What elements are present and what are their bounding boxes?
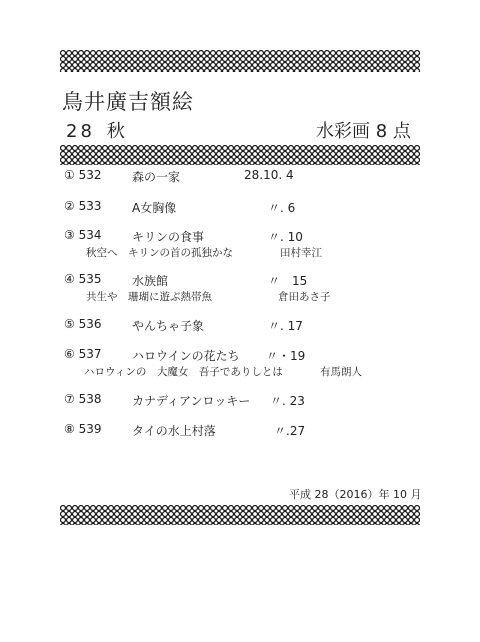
entry-date: 〃. 23 bbox=[270, 394, 305, 408]
haiku-author: 有馬朗人 bbox=[320, 366, 362, 378]
entry-name: やんちゃ子象 bbox=[132, 319, 205, 333]
decorative-band-middle bbox=[60, 145, 420, 165]
entry-index: ⑧ 539 bbox=[64, 422, 102, 436]
volume-number: 28 bbox=[66, 121, 95, 142]
entry-index: ④ 535 bbox=[64, 272, 102, 286]
footer-date: 平成 28（2016）年 10 月 bbox=[289, 488, 422, 501]
entry-date: 〃.27 bbox=[274, 424, 306, 438]
haiku-author: 倉田あさ子 bbox=[278, 291, 331, 303]
entry-index: ② 533 bbox=[64, 199, 102, 213]
decorative-band-top bbox=[60, 50, 420, 72]
decorative-band-bottom bbox=[60, 505, 420, 525]
entry-name: ハロウインの花たち bbox=[132, 349, 240, 363]
entry-date: 〃. 6 bbox=[268, 201, 296, 215]
entry-haiku: ハロウィンの 大魔女 吾子でありしとは bbox=[84, 366, 283, 378]
entry-name: タイの水上村落 bbox=[132, 424, 216, 438]
entry-haiku: 秋空へ キリンの首の孤独かな bbox=[86, 247, 233, 259]
entry-date: 28.10. 4 bbox=[244, 168, 294, 182]
entry-date: 〃. 10 bbox=[268, 230, 303, 244]
medium-label: 水彩画 8 点 bbox=[316, 121, 411, 142]
entry-index: ① 532 bbox=[64, 168, 102, 182]
entry-name: キリンの食事 bbox=[132, 230, 205, 244]
document-title: 鳥井廣吉額絵 bbox=[62, 90, 194, 114]
entry-date: 〃. 17 bbox=[268, 319, 303, 333]
entry-name: 森の一家 bbox=[132, 170, 181, 184]
haiku-author: 田村幸江 bbox=[280, 247, 322, 259]
entry-date: 〃・19 bbox=[266, 349, 306, 363]
season-label: 秋 bbox=[106, 121, 125, 142]
entry-name: カナディアンロッキー bbox=[132, 394, 251, 408]
entry-date: 〃 15 bbox=[268, 274, 308, 288]
entry-index: ⑦ 538 bbox=[64, 392, 102, 406]
entry-name: A女胸像 bbox=[132, 201, 177, 215]
entry-name: 水族館 bbox=[132, 274, 169, 288]
entry-index: ⑤ 536 bbox=[64, 317, 102, 331]
entry-haiku: 共生や 珊瑚に遊ぶ熱帯魚 bbox=[86, 291, 212, 303]
entry-index: ⑥ 537 bbox=[64, 347, 102, 361]
entry-index: ③ 534 bbox=[64, 228, 102, 242]
volume-line bbox=[66, 117, 125, 143]
